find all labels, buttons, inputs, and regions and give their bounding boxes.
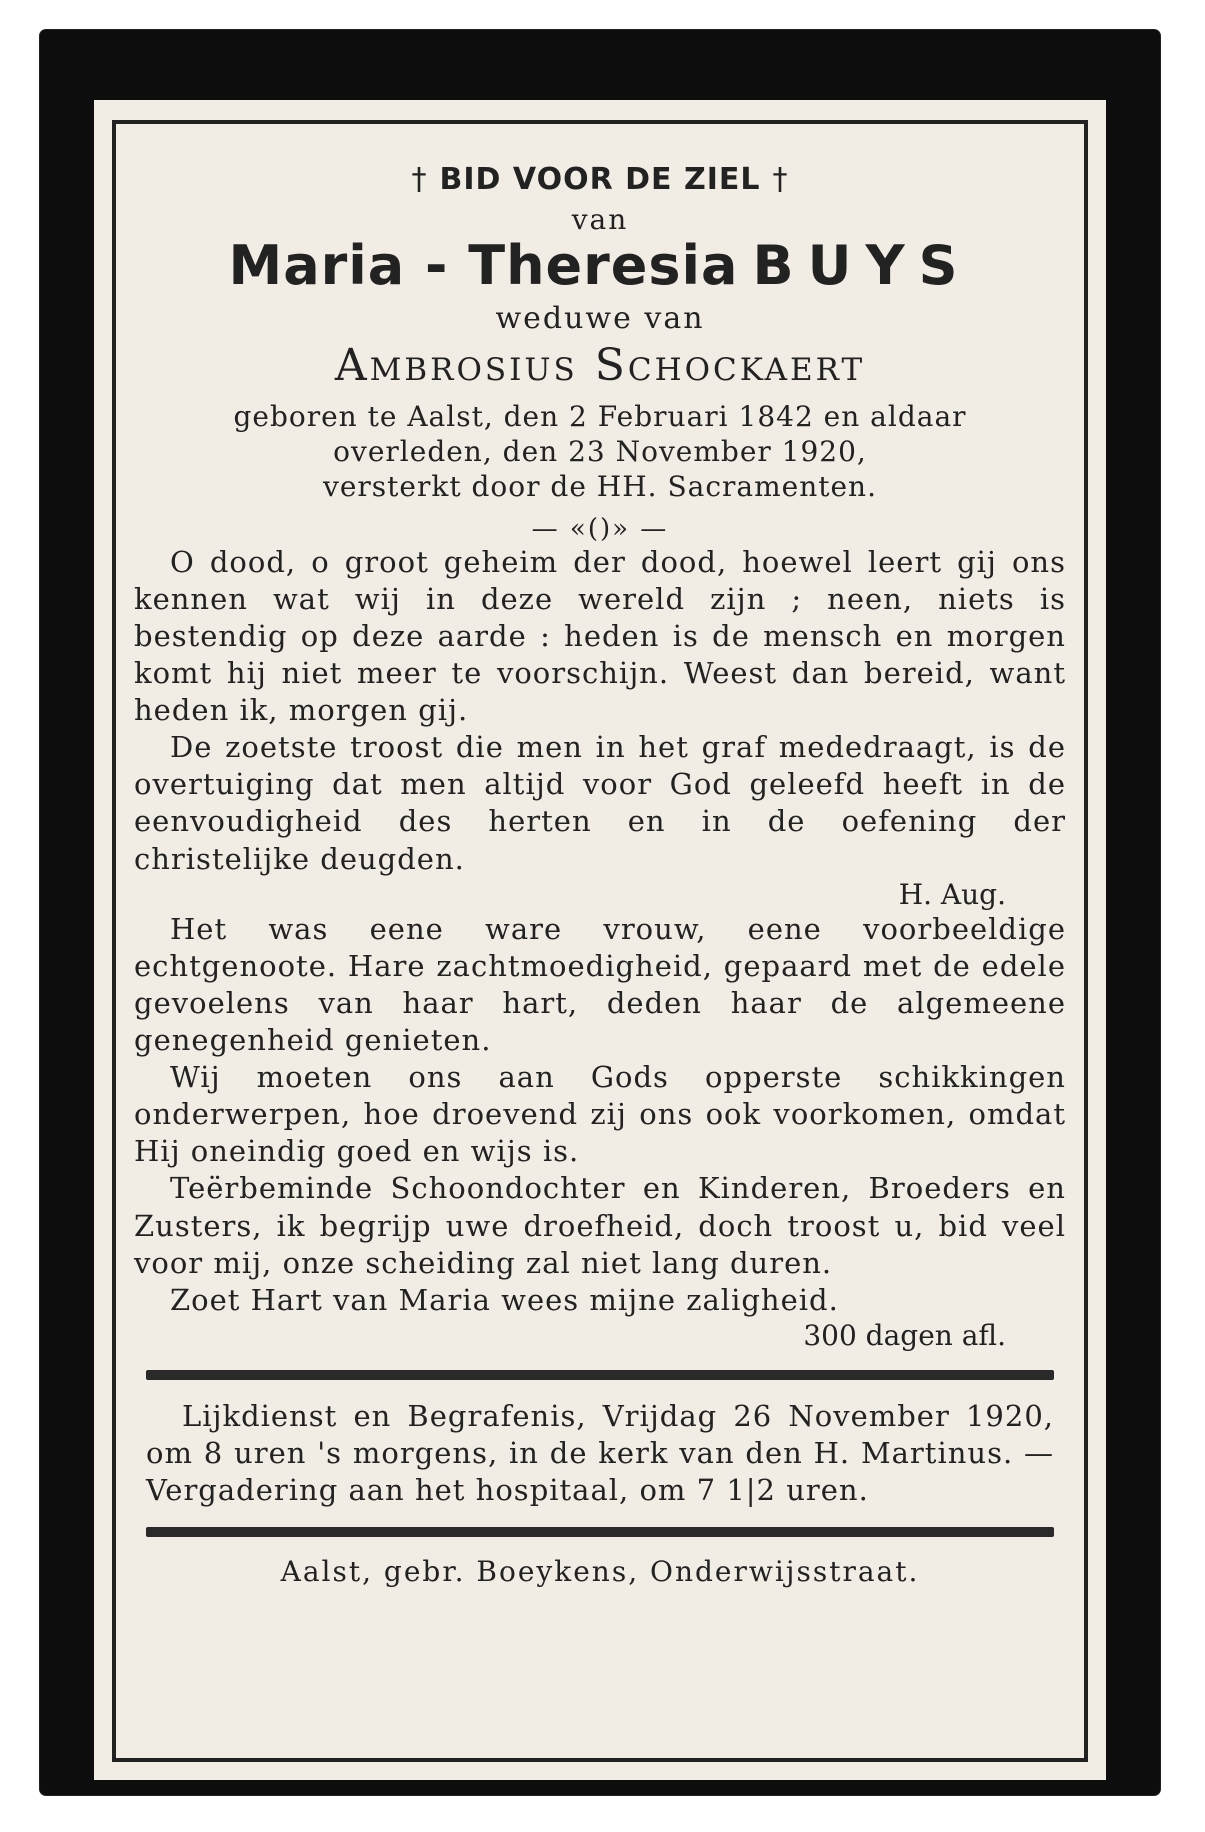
paragraph-3: Het was eene ware vrouw, eene voorbeeldige echtgenoote. Hare zachtmoedigheid, gepaard met de edele gevoelens van haar hart, deden haar de algemeene genegenheid genieten.: [134, 911, 1066, 1057]
prayer-text: BID VOOR DE ZIEL: [439, 162, 761, 197]
deceased-name: [134, 234, 1066, 297]
paragraph-2: De zoetste troost die men in het graf mededraagt, is de overtuiging dat men altijd voor God geleefd heeft in de eenvoudigheid des herten en in de oefening der christelijke deugden.: [134, 730, 1066, 876]
paragraph-6: Zoet Hart van Maria wees mijne zaligheid.: [170, 1282, 839, 1317]
husband-name: Ambrosius Schockaert: [334, 339, 866, 391]
card-content: [134, 138, 1066, 1750]
prayer-heading: [134, 162, 1066, 197]
paragraph-5: Teërbeminde Schoondochter en Kinderen, Broeders en Zusters, ik begrijp uwe droefheid, doch troost u, bid veel voor mij, onze scheiding zal niet lang duren.: [134, 1171, 1066, 1280]
born-line-3: versterkt door de HH. Sacramenten.: [323, 469, 877, 503]
ornament-divider: — «()» —: [531, 513, 669, 544]
paragraph-1: O dood, o groot geheim der dood, hoewel leert gij ons kennen wat wij in deze wereld zijn ; neen, niets is bestendig op deze aarde : heden is de mensch en morgen komt hij niet meer te voorschijn. Weest dan bereid, want heden ik, morgen gij.: [134, 544, 1066, 728]
cross-icon: †: [772, 162, 789, 197]
divider-bar: [146, 1370, 1054, 1380]
widow-of-text: weduwe van: [495, 300, 705, 336]
divider-bar: [146, 1527, 1054, 1537]
memorial-card: [40, 30, 1160, 1795]
cross-icon: †: [411, 162, 428, 197]
birth-death-info: [134, 399, 1066, 504]
printer-credit: Aalst, gebr. Boeykens, Onderwijsstraat.: [280, 1555, 920, 1589]
van-text: van: [571, 203, 629, 236]
card-paper: [94, 100, 1106, 1780]
funeral-notice: Lijkdienst en Begrafenis, Vrijdag 26 November 1920, om 8 uren 's morgens, in de kerk van den H. Martinus. — Vergadering aan het hospitaal, om 7 1|2 uren.: [146, 1398, 1054, 1508]
deceased-first-name: Maria - Theresia: [228, 234, 739, 297]
born-line-2: overleden, den 23 November 1920,: [333, 434, 867, 468]
paragraph-2-signature: H. Aug.: [898, 877, 1006, 911]
indulgence-note: 300 dagen afl.: [803, 1318, 1006, 1352]
paragraph-4: Wij moeten ons aan Gods opperste schikkingen onderwerpen, hoe droevend zij ons ook voorkomen, omdat Hij oneindig goed en wijs is.: [134, 1060, 1066, 1169]
deceased-surname: BUYS: [752, 234, 972, 297]
born-line-1: geboren te Aalst, den 2 Februari 1842 en aldaar: [233, 399, 967, 433]
